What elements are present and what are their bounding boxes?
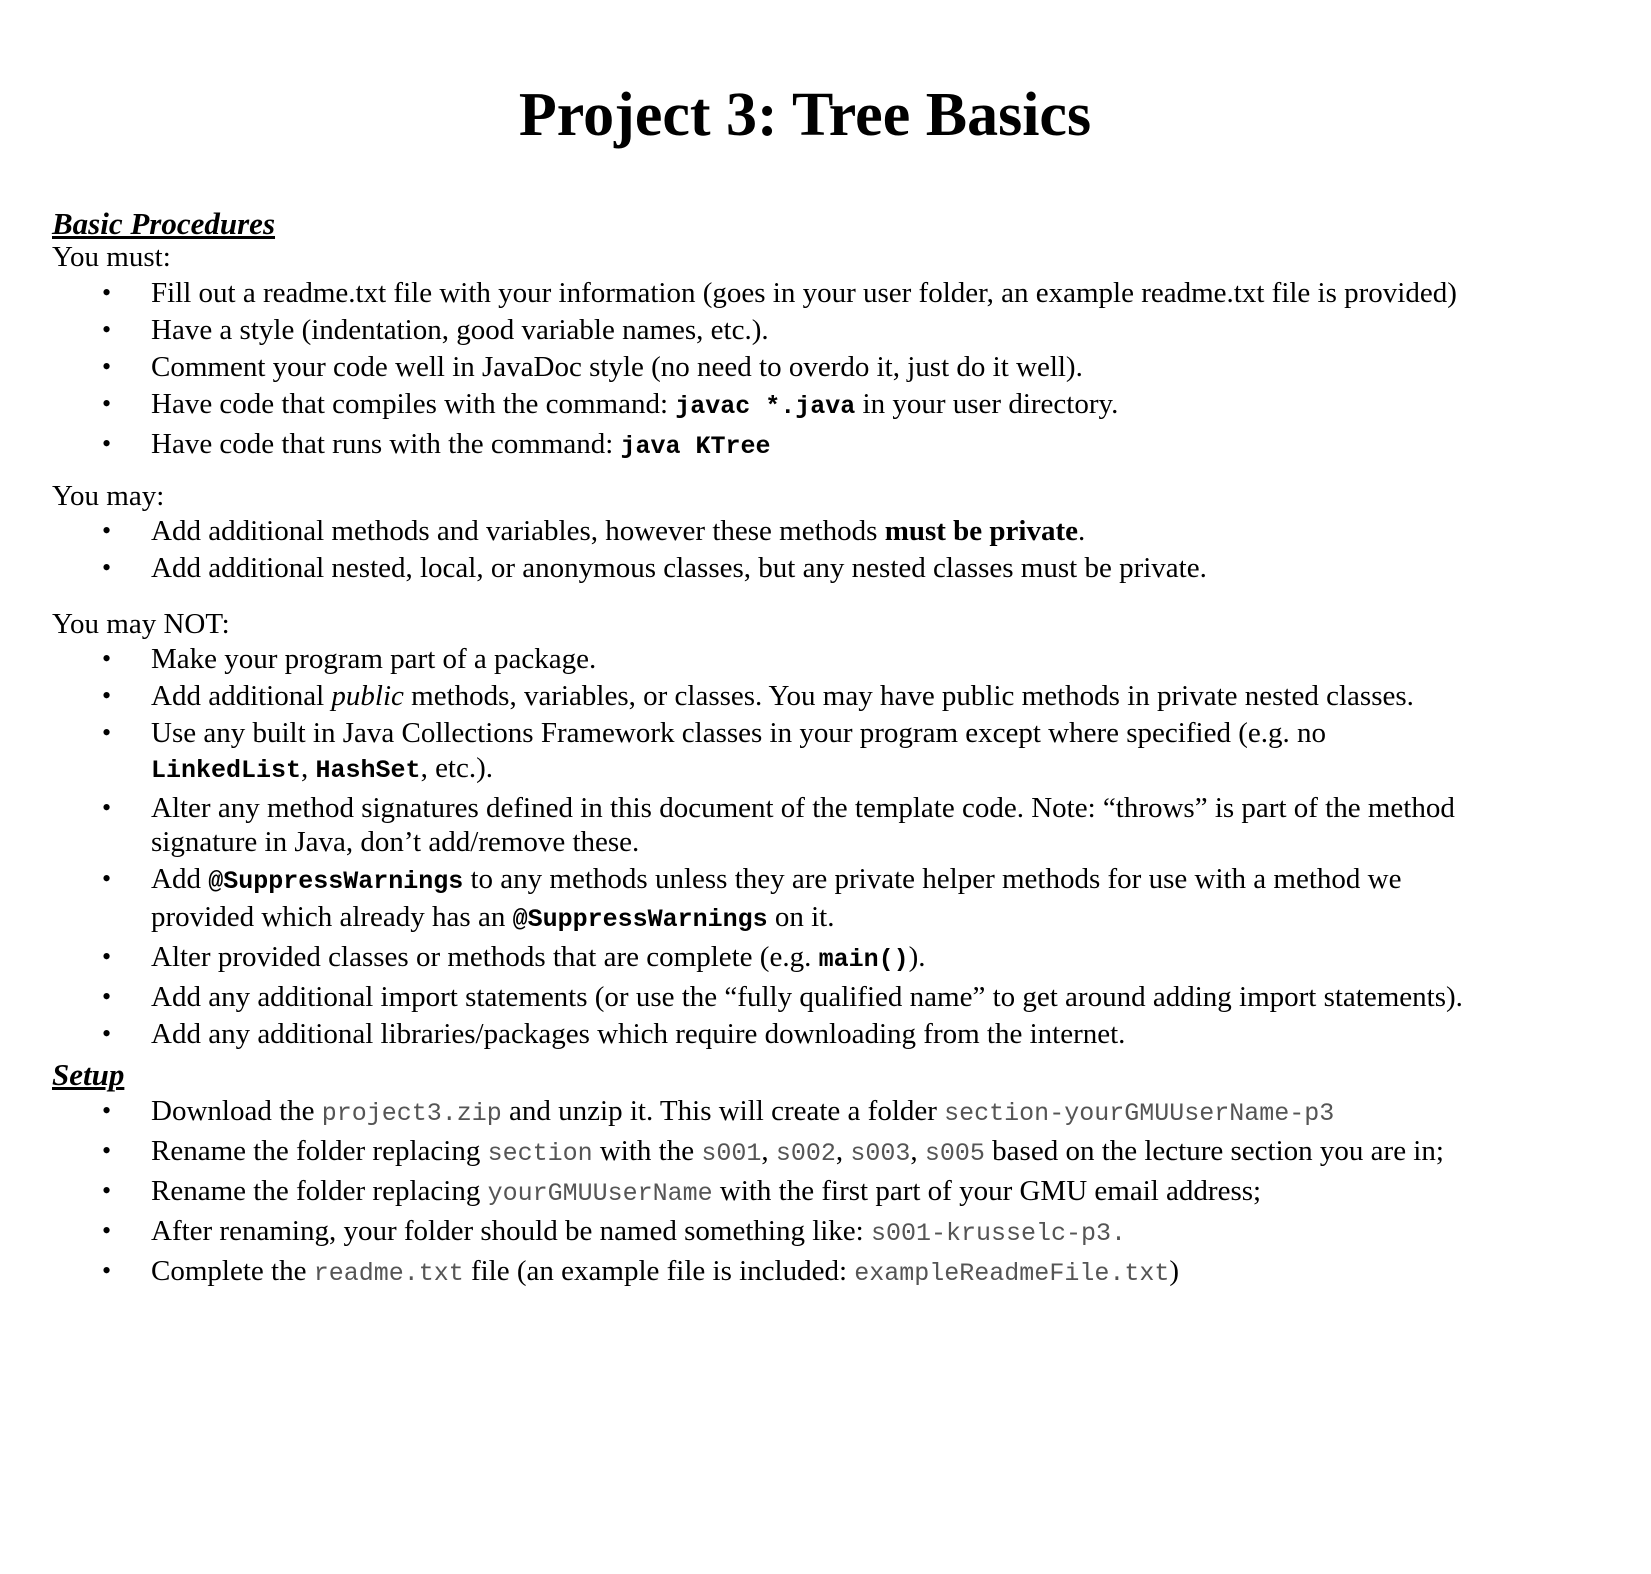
section-code: s005 — [924, 1139, 985, 1168]
list-item: • Download the project3.zip and unzip it. This will create a folder section-yourGMUUserName-p3 — [102, 1095, 1335, 1128]
list-item: • Add @SuppressWarnings to any methods unless they are private helper methods for use with a method we provided which already has an @SuppressWarnings on it. — [102, 863, 1402, 934]
class-code: HashSet — [315, 755, 421, 785]
annotation-code: @SuppressWarnings — [512, 904, 768, 934]
bullet-icon: • — [102, 644, 112, 673]
folder-code: s001-krusselc-p3. — [871, 1219, 1127, 1248]
page-title: Project 3: Tree Basics — [518, 81, 1092, 149]
list-item: • After renaming, your folder should be named something like: s001-krusselc-p3. — [102, 1215, 1127, 1248]
section-code: s003 — [850, 1139, 911, 1168]
bullet-icon: • — [102, 389, 112, 418]
bullet-icon: • — [102, 981, 112, 1011]
list-item: • Add additional public methods, variables, or classes. You may have public methods in private nested classes. — [102, 680, 1414, 712]
list-item: • Alter provided classes or methods that are complete (e.g. main()). — [102, 940, 926, 974]
list-item: • Have code that runs with the command: java KTree — [102, 428, 771, 461]
you-may-intro: You may: — [52, 480, 165, 512]
bullet-icon: • — [102, 553, 112, 582]
list-item: • Complete the readme.txt file (an example file is included: exampleReadmeFile.txt) — [102, 1255, 1180, 1288]
list-item: • Make your program part of a package. — [102, 643, 597, 675]
bullet-icon: • — [102, 1176, 112, 1205]
list-item: • Add additional nested, local, or anonymous classes, but any nested classes must be private. — [102, 552, 1207, 584]
bullet-icon: • — [102, 681, 112, 710]
list-item: • Comment your code well in JavaDoc style (no need to overdo it, just do it well). — [102, 351, 1083, 383]
bullet-icon: • — [102, 1096, 112, 1125]
list-item: • Add additional methods and variables, however these methods must be private. — [102, 515, 1086, 547]
bullet-icon: • — [102, 1216, 112, 1245]
bullet-icon: • — [102, 718, 112, 747]
section-code: s002 — [775, 1139, 836, 1168]
folder-code: section-yourGMUUserName-p3 — [944, 1099, 1335, 1128]
command-code: java KTree — [620, 432, 771, 461]
list-item: • Use any built in Java Collections Framework classes in your program except where specified (e.g. no LinkedList, HashSet, etc.). — [102, 717, 1326, 785]
bullet-icon: • — [102, 864, 112, 893]
may-list — [0, 514, 1551, 588]
annotation-code: @SuppressWarnings — [208, 867, 464, 896]
basic-procedures-heading: Basic Procedures — [52, 206, 276, 241]
setup-list — [0, 1094, 1551, 1294]
you-may-not-intro: You may NOT: — [52, 608, 230, 640]
setup-heading: Setup — [52, 1057, 125, 1092]
may-not-list — [0, 642, 1551, 1054]
you-must-intro: You must: — [52, 241, 171, 273]
list-item: • Add any additional import statements (or use the “fully qualified name” to get around adding import statements). — [102, 980, 1463, 1013]
list-item: • Alter any method signatures defined in this document of the template code. Note: “throws” is part of the method signature in Java, don’t add/remove these. — [102, 791, 1455, 858]
section-code: s001 — [701, 1139, 762, 1168]
section-code: section — [487, 1139, 593, 1168]
command-code: javac *.java — [675, 392, 856, 421]
list-item: • Add any additional libraries/packages which require downloading from the internet. — [102, 1017, 1126, 1050]
bullet-icon: • — [102, 315, 112, 344]
bullet-icon: • — [102, 1018, 112, 1048]
filename-code: exampleReadmeFile.txt — [854, 1259, 1170, 1288]
username-code: yourGMUUserName — [487, 1179, 713, 1208]
list-item: • Fill out a readme.txt file with your information (goes in your user folder, an example readme.txt file is provided) — [102, 277, 1457, 309]
bullet-icon: • — [102, 516, 112, 545]
bullet-icon: • — [102, 278, 112, 307]
must-list — [0, 276, 1551, 467]
bullet-icon: • — [102, 352, 112, 381]
list-item: • Rename the folder replacing yourGMUUserName with the first part of your GMU email address; — [102, 1175, 1262, 1208]
list-item: • Have code that compiles with the command: javac *.java in your user directory. — [102, 388, 1119, 421]
class-code: LinkedList — [151, 755, 302, 785]
method-code: main() — [818, 944, 909, 974]
bullet-icon: • — [102, 792, 112, 822]
bullet-icon: • — [102, 941, 112, 971]
list-item: • Rename the folder replacing section with the s001, s002, s003, s005 based on the lecture section you are in; — [102, 1135, 1444, 1168]
bullet-icon: • — [102, 1256, 112, 1285]
bullet-icon: • — [102, 429, 112, 458]
filename-code: project3.zip — [321, 1099, 502, 1128]
list-item: • Have a style (indentation, good variable names, etc.). — [102, 314, 769, 346]
filename-code: readme.txt — [313, 1259, 464, 1288]
bullet-icon: • — [102, 1136, 112, 1165]
